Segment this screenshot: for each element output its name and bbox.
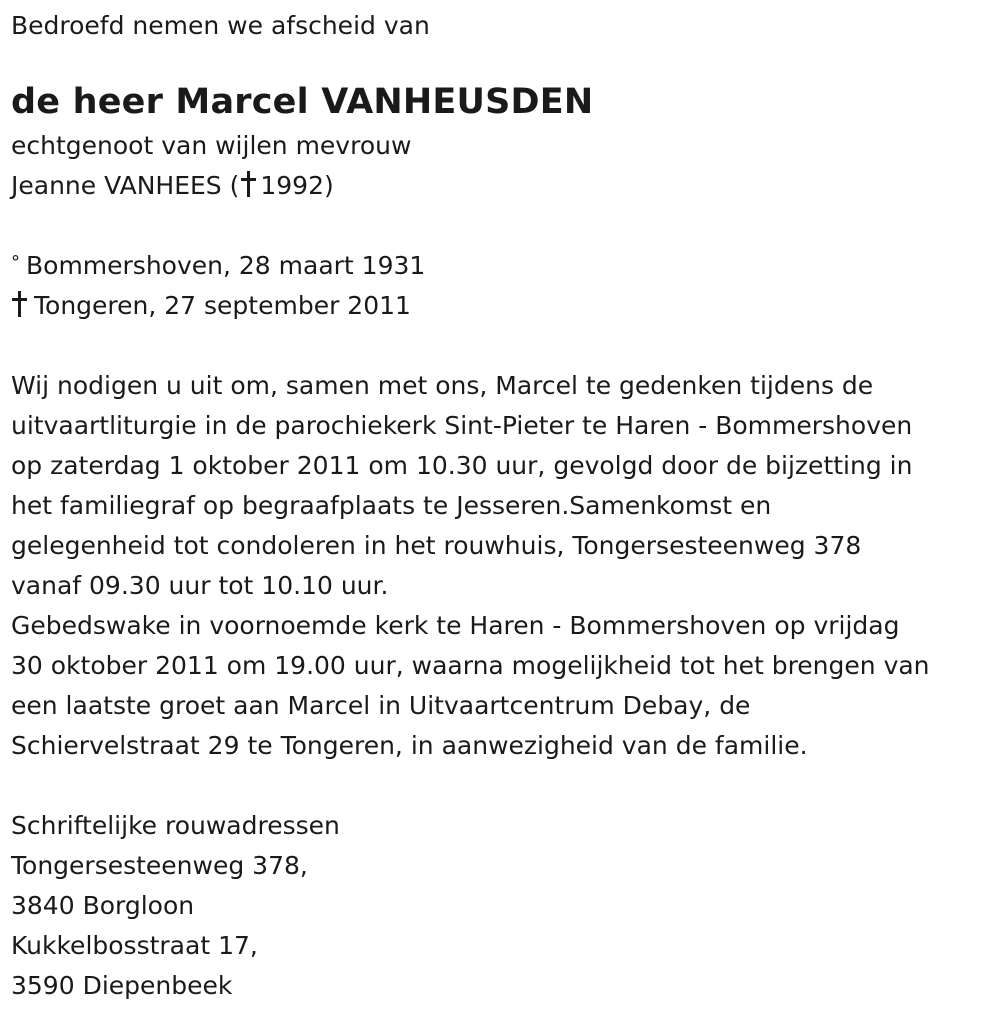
cross-icon xyxy=(240,171,257,197)
cross-icon xyxy=(11,291,28,317)
spacer xyxy=(11,206,991,246)
funeral-paragraph xyxy=(11,366,991,766)
condolence-addresses xyxy=(11,806,991,1006)
spouse-line-2 xyxy=(11,166,991,206)
address-line: Kukkelbosstraat 17, xyxy=(11,931,258,960)
paragraph-line: vanaf 09.30 uur tot 10.10 uur. xyxy=(11,571,389,600)
paragraph-line: 30 oktober 2011 om 19.00 uur, waarna mogelijkheid tot het brengen van xyxy=(11,651,930,680)
paragraph-line: Schiervelstraat 29 te Tongeren, in aanwezigheid van de familie. xyxy=(11,731,808,760)
paragraph-line: een laatste groet aan Marcel in Uitvaartcentrum Debay, de xyxy=(11,691,751,720)
address-line: 3840 Borgloon xyxy=(11,891,195,920)
paragraph-line: Gebedswake in voornoemde kerk te Haren - Bommershoven op vrijdag xyxy=(11,611,900,640)
spouse-death-year: 1992) xyxy=(260,171,334,200)
paragraph-line: uitvaartliturgie in de parochiekerk Sint-Pieter te Haren - Bommershoven xyxy=(11,411,913,440)
address-line: Tongersesteenweg 378, xyxy=(11,851,308,880)
spacer xyxy=(11,46,991,78)
deceased-name: de heer Marcel VANHEUSDEN xyxy=(11,82,594,122)
paragraph-line: het familiegraf op begraafplaats te Jesseren.Samenkomst en xyxy=(11,491,772,520)
paragraph-line: Wij nodigen u uit om, samen met ons, Marcel te gedenken tijdens de xyxy=(11,371,874,400)
addresses-heading: Schriftelijke rouwadressen xyxy=(11,811,340,840)
death-notice xyxy=(11,6,991,1006)
spacer xyxy=(11,766,991,806)
spouse-name: Jeanne VANHEES ( xyxy=(11,171,240,200)
spacer xyxy=(11,326,991,366)
spouse-line-1: echtgenoot van wijlen mevrouw xyxy=(11,131,412,160)
intro-text: Bedroefd nemen we afscheid van xyxy=(11,11,430,40)
birth-text: Bommershoven, 28 maart 1931 xyxy=(26,251,426,280)
birth-degree-icon: ° xyxy=(11,252,20,273)
death-line xyxy=(11,286,991,326)
paragraph-line: gelegenheid tot condoleren in het rouwhuis, Tongersesteenweg 378 xyxy=(11,531,862,560)
birth-line xyxy=(11,246,991,286)
death-text: Tongeren, 27 september 2011 xyxy=(34,291,411,320)
address-line: 3590 Diepenbeek xyxy=(11,971,233,1000)
paragraph-line: op zaterdag 1 oktober 2011 om 10.30 uur, gevolgd door de bijzetting in xyxy=(11,451,913,480)
